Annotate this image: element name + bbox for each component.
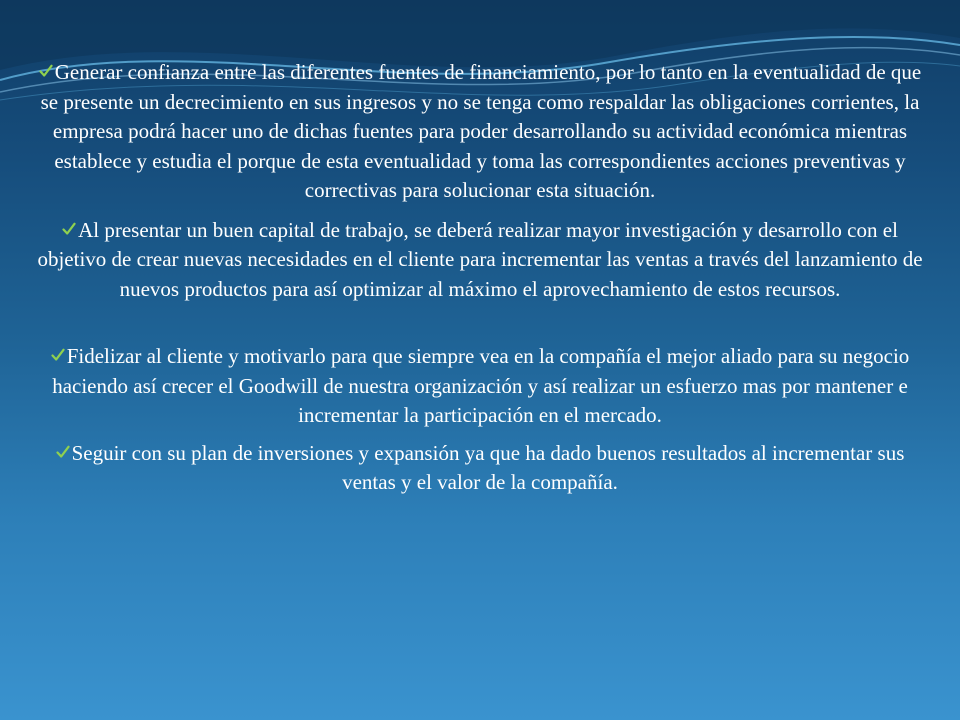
checkmark-icon (56, 445, 70, 459)
bullet-text: Fidelizar al cliente y motivarlo para que siempre vea en la compañía el mejor aliado para su negocio haciendo así crecer el Goodwill de nuestra organización y así realizar un esfuerzo mas por mantener e incrementar la participación en el mercado. (52, 344, 910, 427)
bullet-item (28, 58, 932, 206)
bullet-item (28, 342, 932, 431)
bullet-text: Seguir con su plan de inversiones y expansión ya que ha dado buenos resultados al incrementar sus ventas y el valor de la compañía. (71, 440, 905, 494)
slide-body (28, 58, 932, 498)
bullet-text: Generar confianza entre las diferentes fuentes de financiamiento, por lo tanto en la eventualidad de que se presente un decrecimiento en sus ingresos y no se tenga como respaldar las obligaciones corrientes, la empresa podrá hacer uno de dichas fuentes para poder desarrollando su actividad económica mientras establece y estudia el porque de esta eventualidad y toma las correspondientes acciones preventivas y correctivas para solucionar esta situación. (40, 60, 922, 202)
checkmark-icon (39, 64, 53, 78)
bullet-text: Al presentar un buen capital de trabajo, se deberá realizar mayor investigación y desarrollo con el objetivo de crear nuevas necesidades en el cliente para incrementar las ventas a través del lanzamiento de nuevos productos para así optimizar al máximo el aprovechamiento de estos recursos. (37, 217, 923, 301)
bullet-item (28, 439, 932, 498)
checkmark-icon (51, 348, 65, 362)
bullet-item (28, 216, 932, 305)
checkmark-icon (62, 222, 76, 236)
